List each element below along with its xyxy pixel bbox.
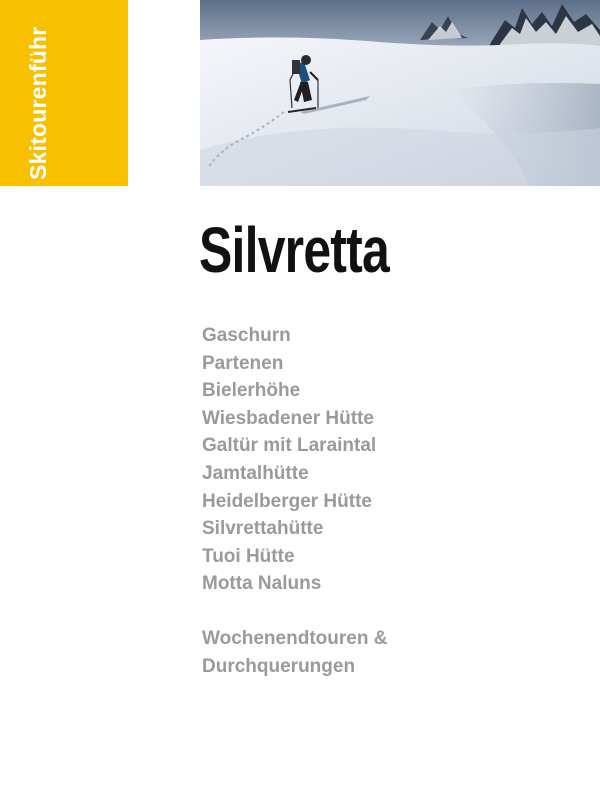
series-band: [0, 0, 128, 186]
extra-line-1: Wochenendtouren &: [202, 628, 388, 649]
extra-line-2: Durchquerungen: [202, 655, 356, 677]
list-item: Gaschurn: [202, 325, 291, 346]
cover-photo: [200, 0, 600, 186]
list-item: Galtür mit Laraintal: [202, 435, 377, 457]
list-item: Jamtalhütte: [202, 462, 309, 484]
list-item: Heidelberger Hütte: [202, 490, 372, 512]
list-item: Motta Naluns: [202, 573, 322, 595]
extra-block: [202, 625, 502, 680]
list-item: Wiesbadener Hütte: [202, 407, 374, 429]
series-label: Skitourenführ: [25, 26, 51, 180]
list-item: Bielerhöhe: [202, 380, 301, 402]
list-item: Partenen: [202, 352, 284, 374]
list-item: Tuoi Hütte: [202, 545, 295, 567]
region-list: [202, 322, 376, 598]
book-title: Silvretta: [199, 214, 389, 286]
ski-tourer-photo-icon: [200, 0, 600, 186]
list-item: Silvrettahütte: [202, 518, 324, 540]
